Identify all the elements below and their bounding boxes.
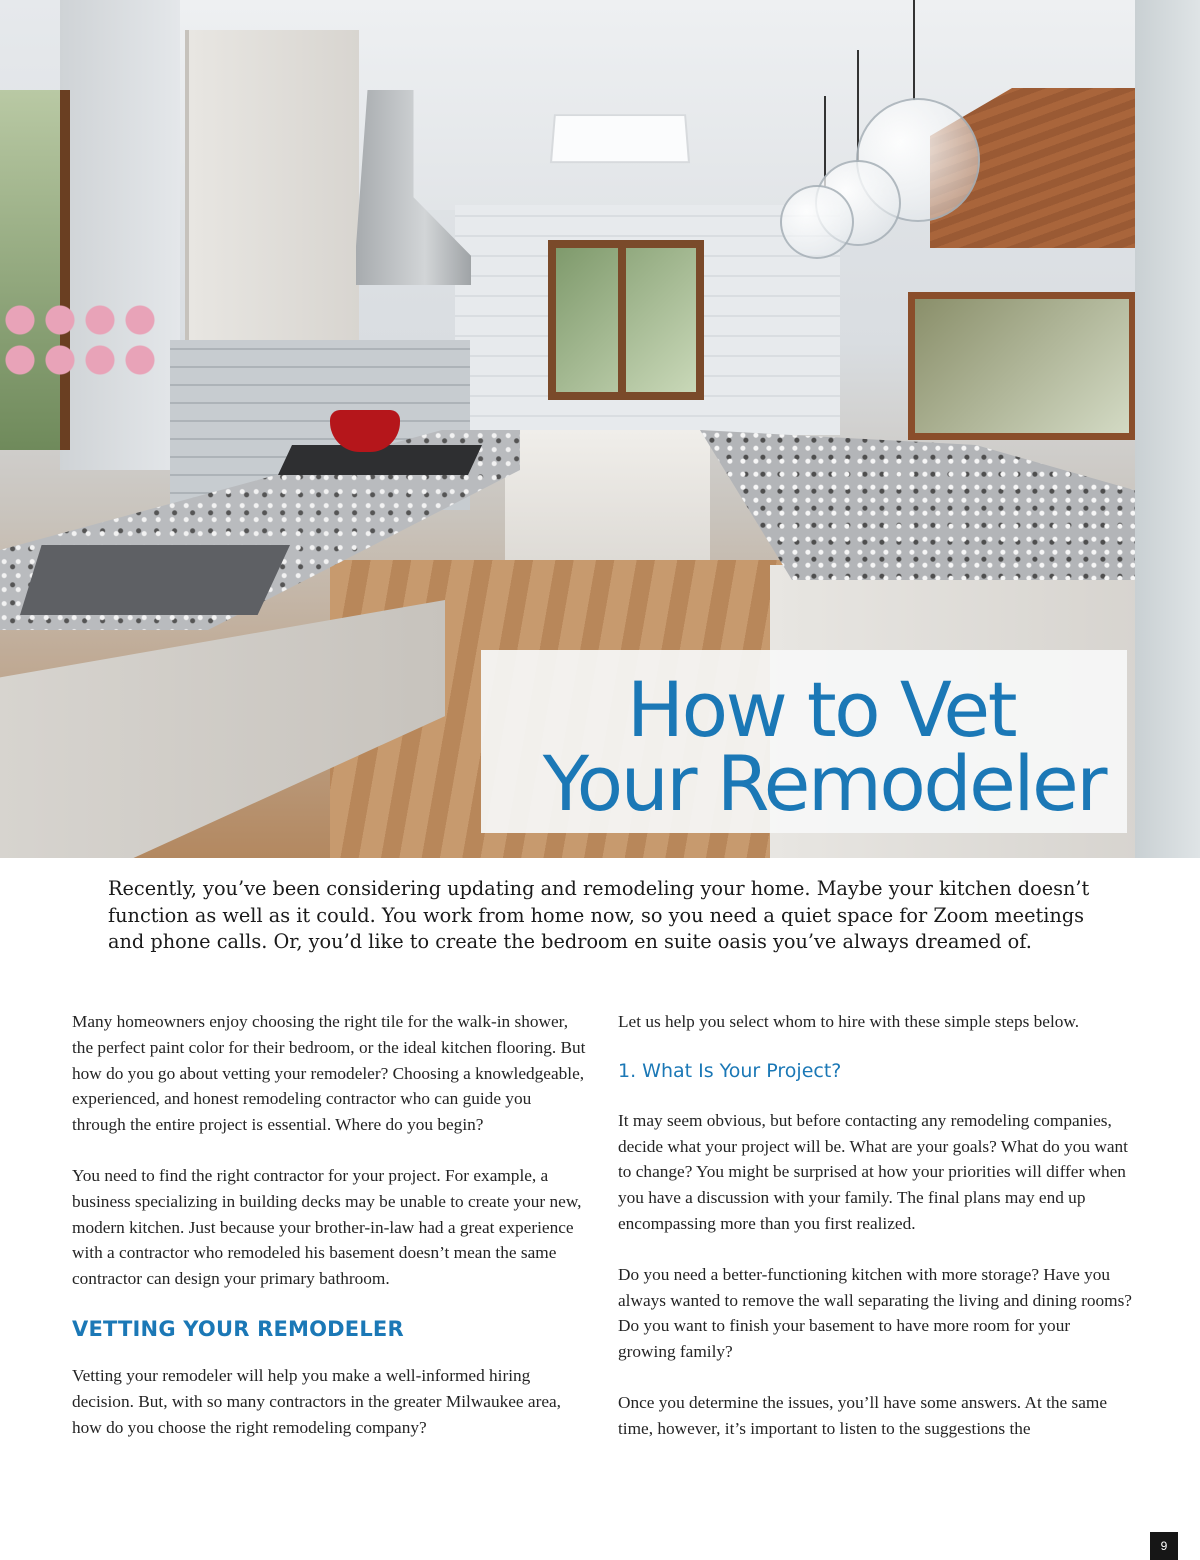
page-number: 9 (1150, 1532, 1178, 1560)
photo-skylight (550, 114, 690, 163)
article-title-line-1: How to Vet (626, 665, 1015, 754)
article-title-line-2: Your Remodeler (542, 739, 1105, 828)
intro-paragraph: Recently, you’ve been considering updating and remodeling your home. Maybe your kitchen doesn’t function as well as it could. You work from home now, so you need a quiet space for Zoom meetings and phone calls. Or, you’d like to create the bedroom en suite oasis you’ve always dreamed of. (108, 877, 1090, 953)
body-paragraph: Once you determine the issues, you’ll have some answers. At the same time, however, it’s important to listen to the suggestions the (618, 1392, 1108, 1438)
photo-column (1135, 0, 1200, 858)
body-paragraph: Let us help you select whom to hire with these simple steps below. (618, 1012, 1080, 1031)
photo-left-wall (60, 0, 180, 470)
body-paragraph: It may seem obvious, but before contacting any remodeling companies, decide what your project will be. What are your goals? What do you want to change? You might be surprised at how your priorities will differ when you have a discussion with your family. The final plans may end up encompassing more than you first realized. (618, 1110, 1128, 1233)
pendant-light (780, 185, 854, 259)
photo-back-window (548, 240, 704, 400)
photo-flowers (0, 300, 165, 380)
photo-sink (20, 545, 290, 615)
photo-island-counter (700, 430, 1160, 580)
left-column (72, 1009, 587, 1465)
photo-left-window (0, 90, 70, 450)
right-column (618, 1009, 1132, 1467)
section-heading: VETTING YOUR REMODELER (72, 1316, 404, 1341)
body-paragraph: Do you need a better-functioning kitchen with more storage? Have you always wanted to remove the wall separating the living and dining rooms? Do you want to finish your basement to have more room for your growing family? (618, 1264, 1132, 1362)
photo-back-cabinets (505, 430, 710, 560)
pendant-cord (913, 0, 915, 100)
pendant-cord (824, 96, 826, 186)
body-paragraph: You need to find the right contractor for your project. For example, a business specializing in building decks may be unable to create your new, modern kitchen. Just because your brother-in-law had a great experience with a contractor who remodeled his basement doesn’t mean the same contractor can design your primary bathroom. (72, 1165, 582, 1289)
body-paragraph: Many homeowners enjoy choosing the right tile for the walk-in shower, the perfect paint color for their bedroom, or the ideal kitchen flooring. But how do you go about vetting your remodeler? Choosing a knowledgeable, experienced, and honest remodeling contractor who can guide you through the entire project is essential. Where do you begin? (72, 1012, 586, 1135)
photo-upper-cabinets (185, 30, 359, 345)
body-paragraph: Vetting your remodeler will help you make a well-informed hiring decision. But, with so many contractors in the greater Milwaukee area, how do you choose the right remodeling company? (72, 1365, 561, 1437)
photo-right-windows (908, 292, 1136, 440)
step-heading: 1. What Is Your Project? (618, 1059, 842, 1082)
title-panel (481, 650, 1127, 833)
